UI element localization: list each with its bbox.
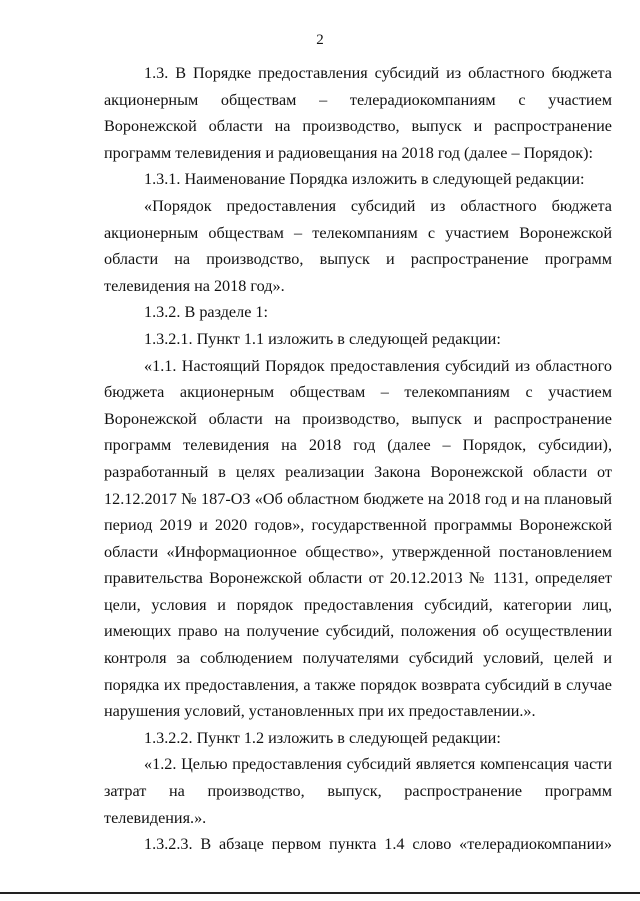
paragraph-1-3-2: 1.3.2. В разделе 1: (144, 303, 269, 322)
document-body (104, 60, 612, 858)
page-number: 2 (316, 32, 324, 48)
paragraph-1-3-1: 1.3.1. Наименование Порядка изложить в следующей редакции: (144, 170, 585, 189)
paragraph-1-3-2-2: 1.3.2.2. Пункт 1.2 изложить в следующей редакции: (144, 728, 501, 747)
paragraph-1-3-2-3: 1.3.2.3. В абзаце первом пункта 1.4 слово «телерадиокомпании» (144, 835, 612, 854)
paragraph-1-3-2-1: 1.3.2.1. Пункт 1.1 изложить в следующей редакции: (144, 329, 501, 348)
paragraph-1-3: 1.3. В Порядке предоставления субсидий из областного бюджета акционерным обществам – телерадиокомпаниям с участием Воронежской области на производство, выпуск и распространение программ телевидения и радиовещания на 2018 год (далее – Порядок): (104, 64, 612, 162)
paragraph-item-1-1: «1.1. Настоящий Порядок предоставления субсидий из областного бюджета акционерным обществам – телекомпаниям с участием Воронежской области на производство, выпуск и распространение программ телевидения на 2018 год (далее – Порядок, субсидии), разработанный в целях реализации Закона Воронежской области от 12.12.2017 № 187-ОЗ «Об областном бюджете на 2018 год и на плановый период 2019 и 2020 годов», государственной программы Воронежской области «Информационное общество», утвержденной постановлением правительства Воронежской области от 20.12.2013 № 1131, определяет цели, условия и порядок предоставления субсидий, категории лиц, имеющих право на получение субсидий, положения об осуществлении контроля за соблюдением получателями субсидий условий, целей и порядка их предоставления, а также порядок возврата субсидий в случае нарушения условий, установленных при их предоставлении.». (104, 356, 612, 721)
paragraph-item-1-2: «1.2. Целью предоставления субсидий является компенсация части затрат на производство, выпуск, распространение программ телевидения.». (104, 755, 612, 827)
paragraph-order-title: «Порядок предоставления субсидий из областного бюджета акционерным обществам – телекомпаниям с участием Воронежской области на производство, выпуск и распространение программ телевидения на 2018 год». (104, 196, 612, 295)
page-bottom-edge (0, 892, 640, 894)
